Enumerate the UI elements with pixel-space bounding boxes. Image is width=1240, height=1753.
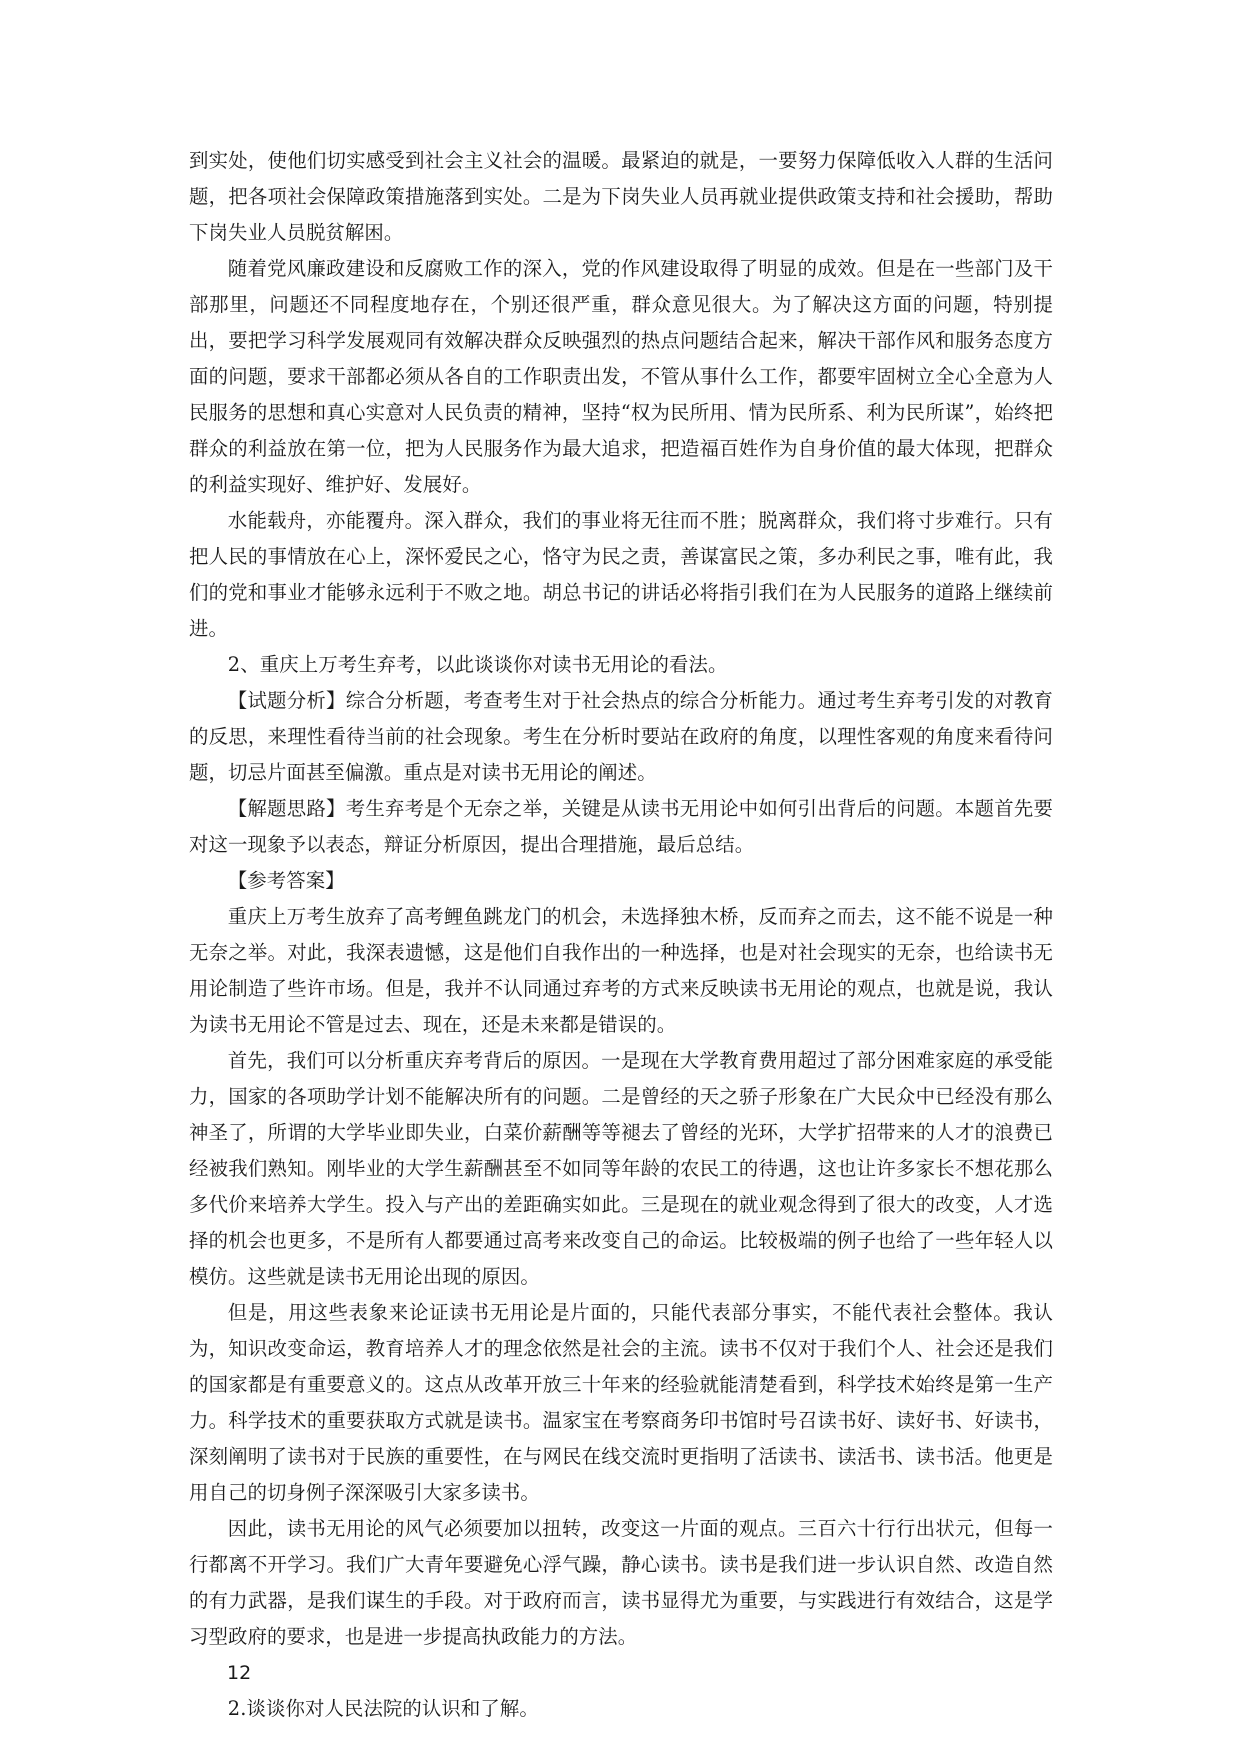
reference-answer-heading: 【参考答案】 <box>227 869 345 892</box>
answer-paragraph-conclusion: 因此，读书无用论的风气必须要加以扭转，改变这一片面的观点。三百六十行行出状元，但每一行都离不开学习。我们广大青年要避免心浮气躁，静心读书。读书是我们进一步认识自然、改造自然的有力武器，是我们谋生的手段。对于政府而言，读书显得尤为重要，与实践进行有效结合，这是学习型政府的要求，也是进一步提高执政能力的方法。 <box>189 1517 1053 1648</box>
answer-paragraph-rebuttal: 但是，用这些表象来论证读书无用论是片面的，只能代表部分事实，不能代表社会整体。我认为，知识改变命运，教育培养人才的理念依然是社会的主流。读书不仅对于我们个人、社会还是我们的国家都是有重要意义的。这点从改革开放三十年来的经验就能清楚看到，科学技术始终是第一生产力。科学技术的重要获取方式就是读书。温家宝在考察商务印书馆时号召读书好、读好书、好读书，深刻阐明了读书对于民族的重要性，在与网民在线交流时更指明了活读书、读活书、读书活。他更是用自己的切身例子深深吸引大家多读书。 <box>189 1301 1053 1504</box>
page-number: 12 <box>227 1662 252 1684</box>
question-heading: 2、重庆上万考生弃考，以此谈谈你对读书无用论的看法。 <box>227 653 728 676</box>
answer-paragraph-intro: 重庆上万考生放弃了高考鲤鱼跳龙门的机会，未选择独木桥，反而弃之而去，这不能不说是一种无奈之举。对此，我深表遗憾，这是他们自我作出的一种选择，也是对社会现实的无奈，也给读书无用论制造了些许市场。但是，我并不认同通过弃考的方式来反映读书无用论的观点，也就是说，我认为读书无用论不管是过去、现在，还是未来都是错误的。 <box>189 905 1053 1036</box>
answer-paragraph-causes: 首先，我们可以分析重庆弃考背后的原因。一是现在大学教育费用超过了部分困难家庭的承受能力，国家的各项助学计划不能解决所有的问题。二是曾经的天之骄子形象在广大民众中已经没有那么神圣了，所谓的大学毕业即失业，白菜价薪酬等等褪去了曾经的光环，大学扩招带来的人才的浪费已经被我们熟知。刚毕业的大学生薪酬甚至不如同等年龄的农民工的待遇，这也让许多家长不想花那么多代价来培养大学生。投入与产出的差距确实如此。三是现在的就业观念得到了很大的改变，人才选择的机会也更多，不是所有人都要通过高考来改变自己的命运。比较极端的例子也给了一些年轻人以模仿。这些就是读书无用论出现的原因。 <box>189 1049 1053 1288</box>
paragraph-water-boat: 水能载舟，亦能覆舟。深入群众，我们的事业将无往而不胜；脱离群众，我们将寸步难行。只有把人民的事情放在心上，深怀爱民之心，恪守为民之责，善谋富民之策，多办利民之事，唯有此，我们的党和事业才能够永远利于不败之地。胡总书记的讲话必将指引我们在为人民服务的道路上继续前进。 <box>189 509 1053 640</box>
solution-approach: 【解题思路】考生弃考是个无奈之举，关键是从读书无用论中如何引出背后的问题。本题首先要对这一现象予以表态，辩证分析原因，提出合理措施，最后总结。 <box>189 797 1053 856</box>
paragraph-party-style: 随着党风廉政建设和反腐败工作的深入，党的作风建设取得了明显的成效。但是在一些部门及干部那里，问题还不同程度地存在，个别还很严重，群众意见很大。为了解决这方面的问题，特别提出，要把学习科学发展观同有效解决群众反映强烈的热点问题结合起来，解决干部作风和服务态度方面的问题，要求干部都必须从各自的工作职责出发，不管从事什么工作，都要牢固树立全心全意为人民服务的思想和真心实意对人民负责的精神，坚持“权为民所用、情为民所系、利为民所谋”，始终把群众的利益放在第一位，把为人民服务作为最大追求，把造福百姓作为自身价值的最大体现，把群众的利益实现好、维护好、发展好。 <box>189 257 1053 496</box>
next-question-heading: 2.谈谈你对人民法院的认识和了解。 <box>227 1697 539 1720</box>
paragraph-continuation: 到实处，使他们切实感受到社会主义社会的温暖。最紧迫的就是，一要努力保障低收入人群的生活问题，把各项社会保障政策措施落到实处。二是为下岗失业人员再就业提供政策支持和社会援助，帮助下岗失业人员脱贫解困。 <box>189 149 1053 244</box>
question-analysis: 【试题分析】综合分析题，考查考生对于社会热点的综合分析能力。通过考生弃考引发的对教育的反思，来理性看待当前的社会现象。考生在分析时要站在政府的角度，以理性客观的角度来看待问题，切忌片面甚至偏激。重点是对读书无用论的阐述。 <box>189 689 1053 784</box>
document-page <box>189 143 1053 1727</box>
